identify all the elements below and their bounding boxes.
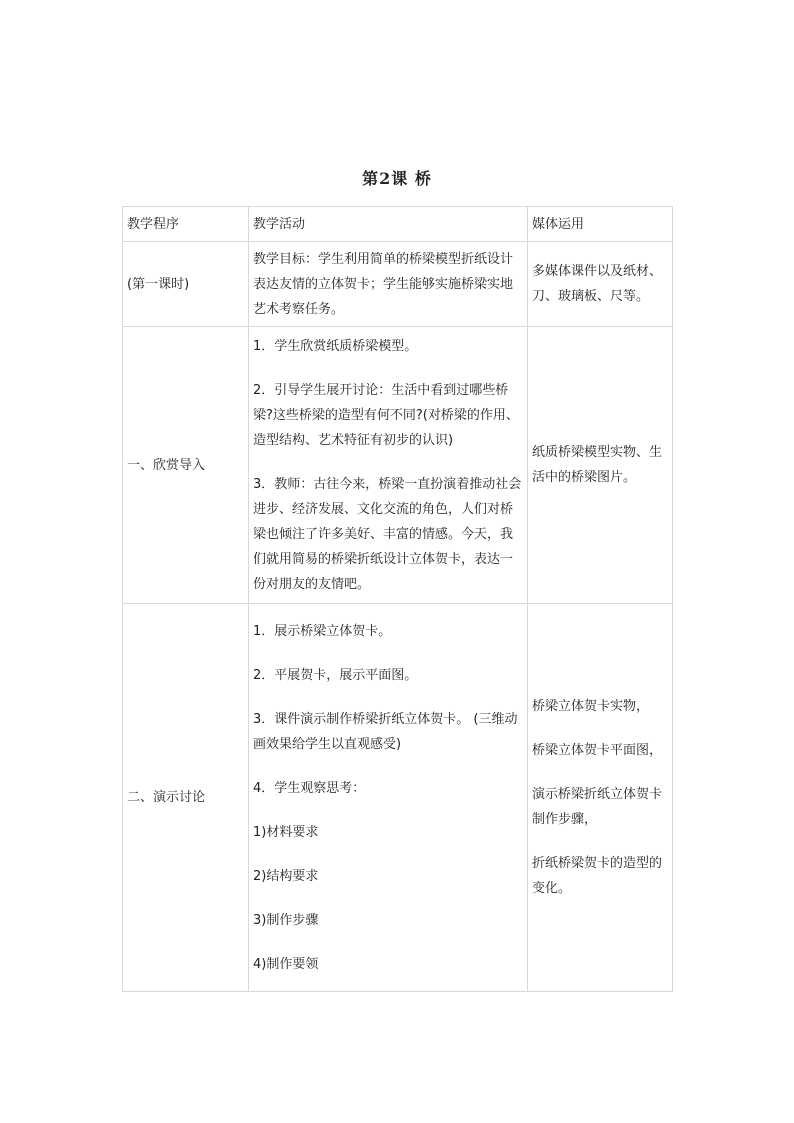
activity-text: 2)结构要求 [253,868,319,884]
media-text: 演示桥梁折纸立体贺卡制作步骤， [532,787,663,827]
activity-text: 3．教师：古往今来，桥梁一直扮演着推动社会进步、经济发展、文化交流的角色，人们对桥梁也倾注了许多美好、丰富的情感。今天，我们就用简易的桥梁折纸设计立体贺卡，表达一份对朋友的友情吧。 [253,476,522,592]
header-media: 媒体运用 [528,207,673,242]
activities-cell [249,604,528,992]
activity-text: 教学目标：学生利用简单的桥梁模型折纸设计表达友情的立体贺卡；学生能够实施桥梁实地艺术考察任务。 [253,251,514,317]
media-text: 折纸桥梁贺卡的造型的变化。 [532,856,663,896]
media-text: 纸质桥梁模型实物、生活中的桥梁图片。 [532,445,663,485]
activity-text: 1．学生欣赏纸质桥梁模型。 [253,338,418,354]
activity-text: 1)材料要求 [253,824,319,840]
table-row [123,327,673,604]
stage-cell: 一、欣赏导入 [123,327,249,604]
activities-cell [249,327,528,604]
stage-cell: (第一课时) [123,242,249,327]
media-text: 桥梁立体贺卡平面图， [532,743,663,758]
table-header-row [123,207,673,242]
activity-text: 4)制作要领 [253,956,319,972]
activity-text: 3．课件演示制作桥梁折纸立体贺卡。 (三维动画效果给学生以直观感受) [253,711,518,752]
header-procedure: 教学程序 [123,207,249,242]
activity-text: 3)制作步骤 [253,912,319,928]
stage-cell: 二、演示讨论 [123,604,249,992]
activity-text: 4．学生观察思考： [253,780,366,796]
media-cell [528,327,673,604]
media-cell [528,242,673,327]
lesson-plan-table [122,206,673,992]
activities-cell [249,242,528,327]
media-text: 多媒体课件以及纸材、刀、玻璃板、尺等。 [532,264,663,304]
media-cell [528,604,673,992]
media-text: 桥梁立体贺卡实物， [532,699,650,714]
table-row [123,242,673,327]
activity-text: 2．平展贺卡，展示平面图。 [253,667,418,683]
activity-text: 1．展示桥梁立体贺卡。 [253,623,392,639]
page-title: 第2课 桥 [362,169,432,188]
activity-text: 2．引导学生展开讨论：生活中看到过哪些桥梁?这些桥梁的造型有何不同?(对桥梁的作用、造型结构、艺术特征有初步的认识) [253,382,519,448]
header-activities: 教学活动 [249,207,528,242]
table-row [123,604,673,992]
